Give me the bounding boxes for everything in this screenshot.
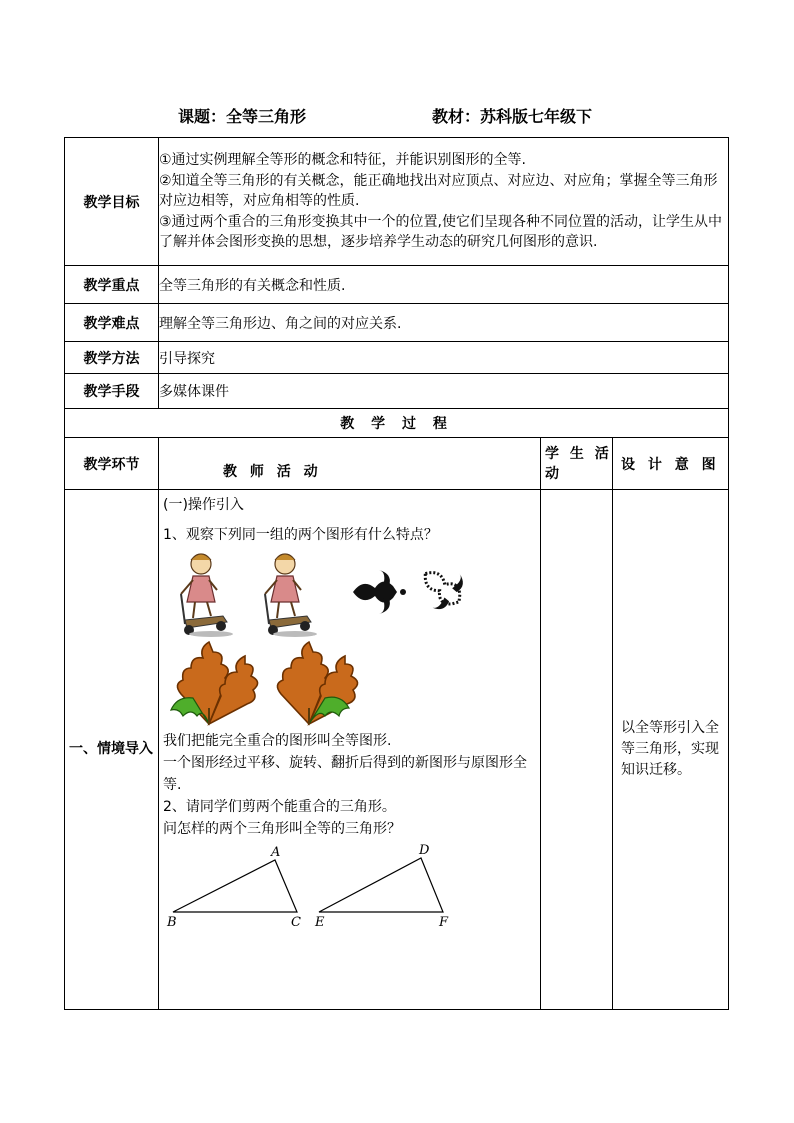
method-label: 教学方法 bbox=[65, 342, 159, 374]
key-label: 教学重点 bbox=[65, 266, 159, 304]
difficulty-value: 理解全等三角形边、角之间的对应关系. bbox=[159, 304, 729, 342]
means-row bbox=[65, 374, 729, 409]
triangle-abc bbox=[166, 845, 301, 926]
scooter-girl-image-1 bbox=[181, 554, 233, 637]
goal-3: ③通过两个重合的三角形变换其中一个的位置,使它们呈现各种不同位置的活动，让学生从中了解并体会图形变换的思想，逐步培养学生动态的研究几何图形的意识. bbox=[159, 213, 722, 251]
label-f: F bbox=[439, 915, 449, 926]
intro-stage-row bbox=[65, 490, 729, 1010]
congruent-triangles-figure bbox=[163, 840, 463, 926]
stage-name: 一、情境导入 bbox=[65, 490, 159, 1010]
oak-leaf-group-2 bbox=[277, 642, 357, 724]
col-design-header: 设 计 意 图 bbox=[613, 438, 729, 490]
means-value: 多媒体课件 bbox=[159, 374, 729, 409]
label-b: B bbox=[167, 915, 177, 926]
fleur-image-2 bbox=[411, 557, 473, 619]
student-activity-cell bbox=[541, 490, 613, 1010]
method-value: 引导探究 bbox=[159, 342, 729, 374]
key-row bbox=[65, 266, 729, 304]
triangle-def bbox=[314, 843, 449, 926]
process-title-row bbox=[65, 409, 729, 438]
process-header-row bbox=[65, 438, 729, 490]
design-intent: 以全等形引入全等三角形，实现知识迁移。 bbox=[613, 490, 729, 1010]
fleur-image-1 bbox=[353, 570, 406, 614]
goals-cell bbox=[159, 138, 729, 266]
label-a: A bbox=[271, 845, 281, 860]
figure-group-1 bbox=[163, 546, 534, 638]
paragraph-2: 一个图形经过平移、旋转、翻折后得到的新图形与原图形全等. bbox=[163, 755, 527, 793]
means-label: 教学手段 bbox=[65, 374, 159, 409]
difficulty-label: 教学难点 bbox=[65, 304, 159, 342]
figure-group-2 bbox=[163, 638, 534, 730]
process-title: 教 学 过 程 bbox=[65, 409, 729, 438]
lesson-topic: 课题：全等三角形 bbox=[178, 107, 307, 126]
label-c: C bbox=[291, 915, 301, 926]
teacher-activity bbox=[159, 490, 541, 1010]
label-d: D bbox=[419, 843, 430, 858]
key-value: 全等三角形的有关概念和性质. bbox=[159, 266, 729, 304]
paragraph-1: 我们把能完全重合的图形叫全等图形. bbox=[163, 733, 392, 749]
goals-label: 教学目标 bbox=[65, 138, 159, 266]
scooter-girl-pair-and-fleur-figures bbox=[163, 546, 543, 638]
activity-heading: (一)操作引入 bbox=[163, 497, 244, 513]
goal-2: ②知道全等三角形的有关概念，能正确地找出对应顶点、对应边、对应角；掌握全等三角形对应边相等，对应角相等的性质. bbox=[159, 172, 718, 210]
difficulty-row bbox=[65, 304, 729, 342]
col-student-header: 学 生 活 动 bbox=[541, 438, 613, 490]
title-row bbox=[0, 104, 794, 128]
textbook-name: 教材：苏科版七年级下 bbox=[432, 107, 593, 126]
goals-row bbox=[65, 138, 729, 266]
label-e: E bbox=[315, 915, 325, 926]
oak-leaf-figures bbox=[163, 638, 543, 730]
goal-1: ①通过实例理解全等形的概念和特征，并能识别图形的全等. bbox=[159, 152, 526, 169]
col-stage-header: 教学环节 bbox=[65, 438, 159, 490]
lesson-plan-table bbox=[64, 137, 729, 1010]
question-1: 1、观察下列同一组的两个图形有什么特点？ bbox=[163, 527, 438, 543]
question-2: 2、请同学们剪两个能重合的三角形。 bbox=[163, 799, 396, 815]
col-teacher-header: 教 师 活 动 bbox=[159, 438, 541, 490]
oak-leaf-group-1 bbox=[171, 642, 258, 724]
scooter-girl-image-2 bbox=[265, 554, 317, 637]
question-3: 问怎样的两个三角形叫全等的三角形？ bbox=[163, 821, 401, 837]
method-row bbox=[65, 342, 729, 374]
